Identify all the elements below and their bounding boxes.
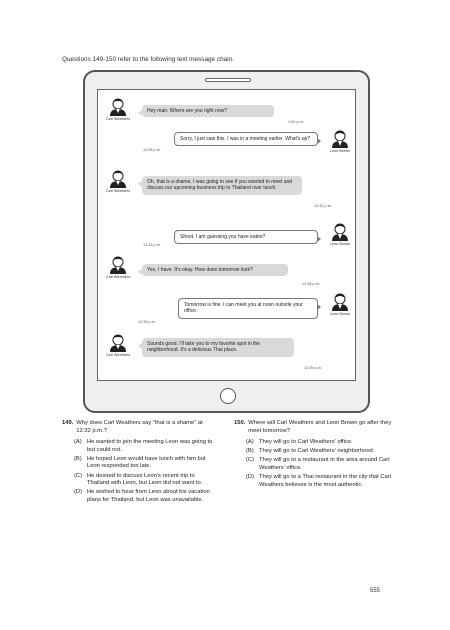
person-icon [330, 223, 350, 241]
avatar-leon: Leon Brown [324, 293, 356, 316]
answer-option[interactable]: (C) They will go to a restaurant in the area around Carl Weathers' office. [246, 457, 390, 471]
message-time: 12:39 p.m. [304, 366, 322, 370]
page-number: 555 [370, 588, 381, 594]
question-stem: Why does Carl Weathers say "that is a shame" at 12:32 p.m.? [76, 420, 203, 434]
message-time: 12:36 p.m. [302, 282, 320, 286]
tablet-speaker [205, 78, 251, 82]
person-icon [108, 334, 128, 352]
message-bubble: Oh, that is a shame. I was going to see if you wanted to meet and discuss our upcoming business trip to Thailand over lunch. [142, 176, 302, 195]
intro-text: Questions 149-150 refer to the following text message chain. [62, 56, 234, 63]
answer-option[interactable]: (D) He wished to hear from Leon about his vacation plans for Thailand, but Leon was unavailable. [74, 489, 210, 503]
message-bubble: Sorry, I just saw this. I was in a meeting earlier. What's up? [174, 132, 318, 146]
answer-option[interactable]: (A) He wanted to join the meeting Leon was going to but could not. [74, 439, 213, 453]
message-time: 1:00 p.m. [288, 120, 304, 124]
answer-option[interactable]: (A) They will go to Carl Weathers' office. [246, 439, 353, 446]
question-number: 150. [234, 420, 246, 426]
message-chain [97, 89, 356, 381]
avatar-carl: Carl Weathers [102, 256, 134, 279]
person-icon [108, 256, 128, 274]
message-bubble: Tomorrow is fine. I can meet you at noon outside your office. [178, 298, 318, 319]
answer-options [74, 439, 214, 504]
answer-options [246, 439, 394, 489]
avatar-leon: Leon Brown [324, 130, 356, 153]
avatar-leon: Leon Brown [324, 223, 356, 246]
message-bubble: Hey man. Where are you right now? [142, 105, 274, 117]
answer-option[interactable]: (B) He hoped Leon would have lunch with him but Leon responded too late. [74, 455, 206, 470]
answer-option[interactable]: (B) They will go to Carl Weathers' neighborhood. [246, 448, 375, 455]
message-bubble: Shoot. I am guessing you have eaten? [174, 230, 318, 244]
message-bubble: Yes, I have. It's okay. How does tomorrow look? [142, 264, 288, 276]
message-bubble: Sounds good. I'll take you to my favorite spot in the neighborhood. It's a delicious Thai place. [142, 338, 294, 357]
question-stem: Where will Carl Weathers and Leon Brown go after they meet tomorrow? [248, 420, 392, 434]
avatar-carl: Carl Weathers [102, 98, 134, 121]
message-time: 12:33 p.m. [143, 243, 161, 247]
question-150 [234, 420, 394, 491]
person-icon [330, 130, 350, 148]
message-time: 12:08 p.m. [143, 148, 161, 152]
answer-option[interactable]: (C) He desired to discuss Leon's recent trip to Thailand with Leon, but Leon did not want to. [74, 472, 203, 487]
home-button [220, 388, 236, 404]
person-icon [330, 293, 350, 311]
person-icon [108, 98, 128, 116]
avatar-carl: Carl Weathers [102, 170, 134, 193]
question-149 [62, 420, 214, 506]
message-time: 12:38 p.m. [138, 320, 156, 324]
question-number: 149. [62, 420, 74, 426]
message-time: 12:32 p.m. [314, 204, 332, 208]
answer-option[interactable]: (D) They will go to a Thai restaurant in the city that Carl Weathers believes is the most authentic. [246, 474, 391, 488]
avatar-carl: Carl Weathers [102, 334, 134, 357]
tablet-frame [83, 70, 370, 413]
person-icon [108, 170, 128, 188]
